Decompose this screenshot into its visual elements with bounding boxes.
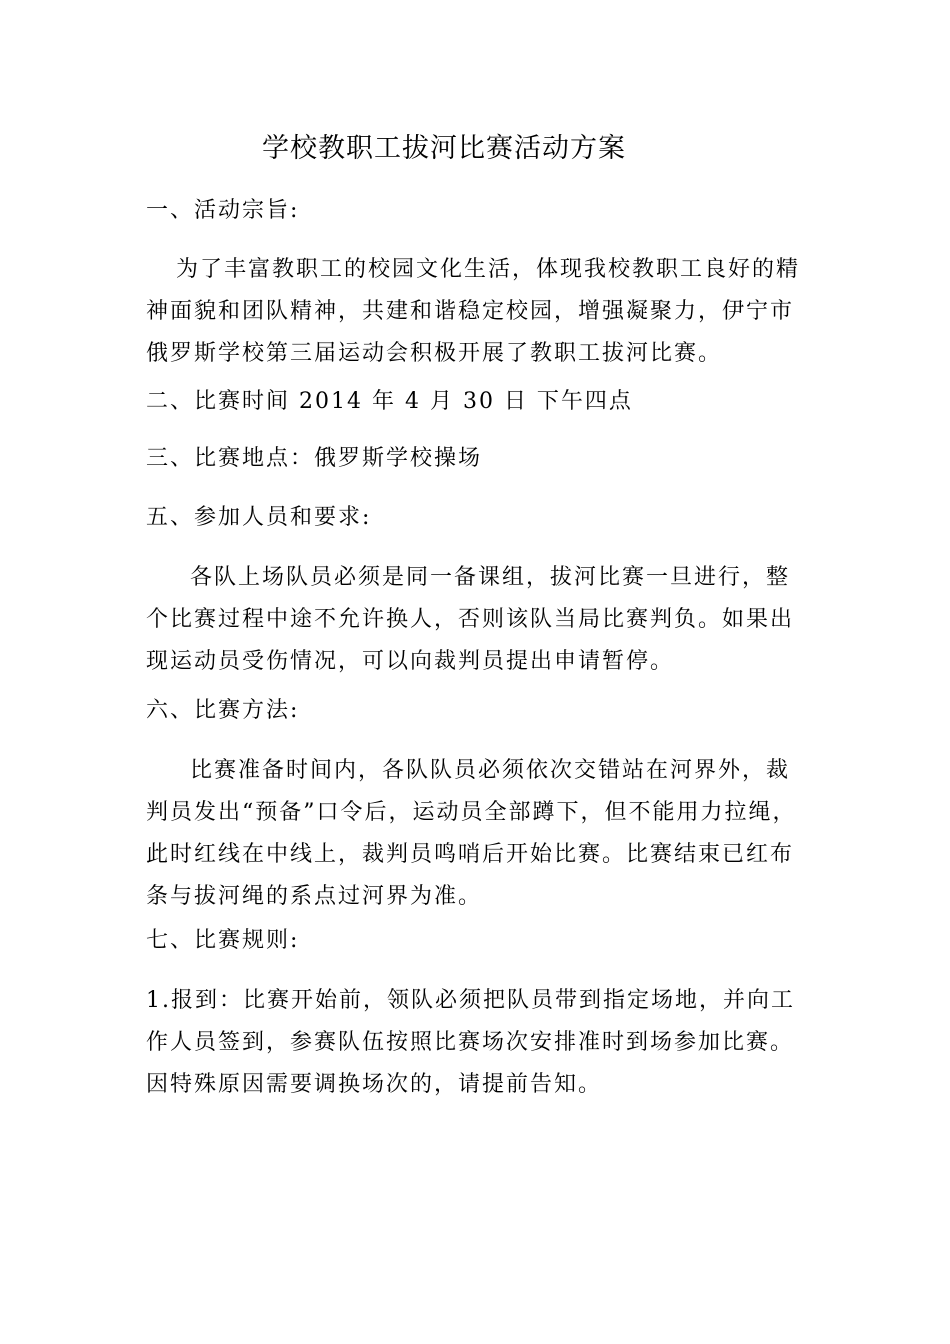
section-location: 三、比赛地点：俄罗斯学校操场 — [146, 446, 483, 471]
section-participants-text: 各队上场队员必须是同一备课组，拔河比赛一旦进行，整个比赛过程中途不允许换人，否则该队当局比赛判负。如果出现运动员受伤情况，可以向裁判员提出申请暂停。 — [146, 565, 795, 674]
section-participants-heading: 五、参加人员和要求: — [146, 505, 372, 530]
section-method-text: 比赛准备时间内，各队队员必须依次交错站在河界外，裁判员发出“预备”口令后，运动员全部蹲下，但不能用力拉绳，此时红线在中线上，裁判员鸣哨后开始比赛。比赛结束已红布条与拔河绳的系点过河界为准。 — [146, 758, 797, 909]
section-method-heading: 六、比赛方法: — [146, 698, 300, 723]
section-purpose-text: 为了丰富教职工的校园文化生活，体现我校教职工良好的精神面貌和团队精神，共建和谐稳定校园，增强凝聚力，伊宁市俄罗斯学校第三届运动会积极开展了教职工拔河比赛。 — [146, 257, 801, 366]
section-rules-heading: 七、比赛规则: — [146, 928, 300, 953]
section-time: 二、比赛时间 2014 年 4 月 30 日 下午四点 — [146, 389, 633, 414]
section-rules-item-1: 1.报到：比赛开始前，领队必须把队员带到指定场地，并向工作人员签到，参赛队伍按照比赛场次安排准时到场参加比赛。因特殊原因需要调换场次的，请提前告知。 — [146, 988, 795, 1097]
section-purpose-heading: 一、活动宗旨: — [146, 198, 300, 223]
document-title: 学校教职工拔河比赛活动方案 — [262, 133, 626, 164]
